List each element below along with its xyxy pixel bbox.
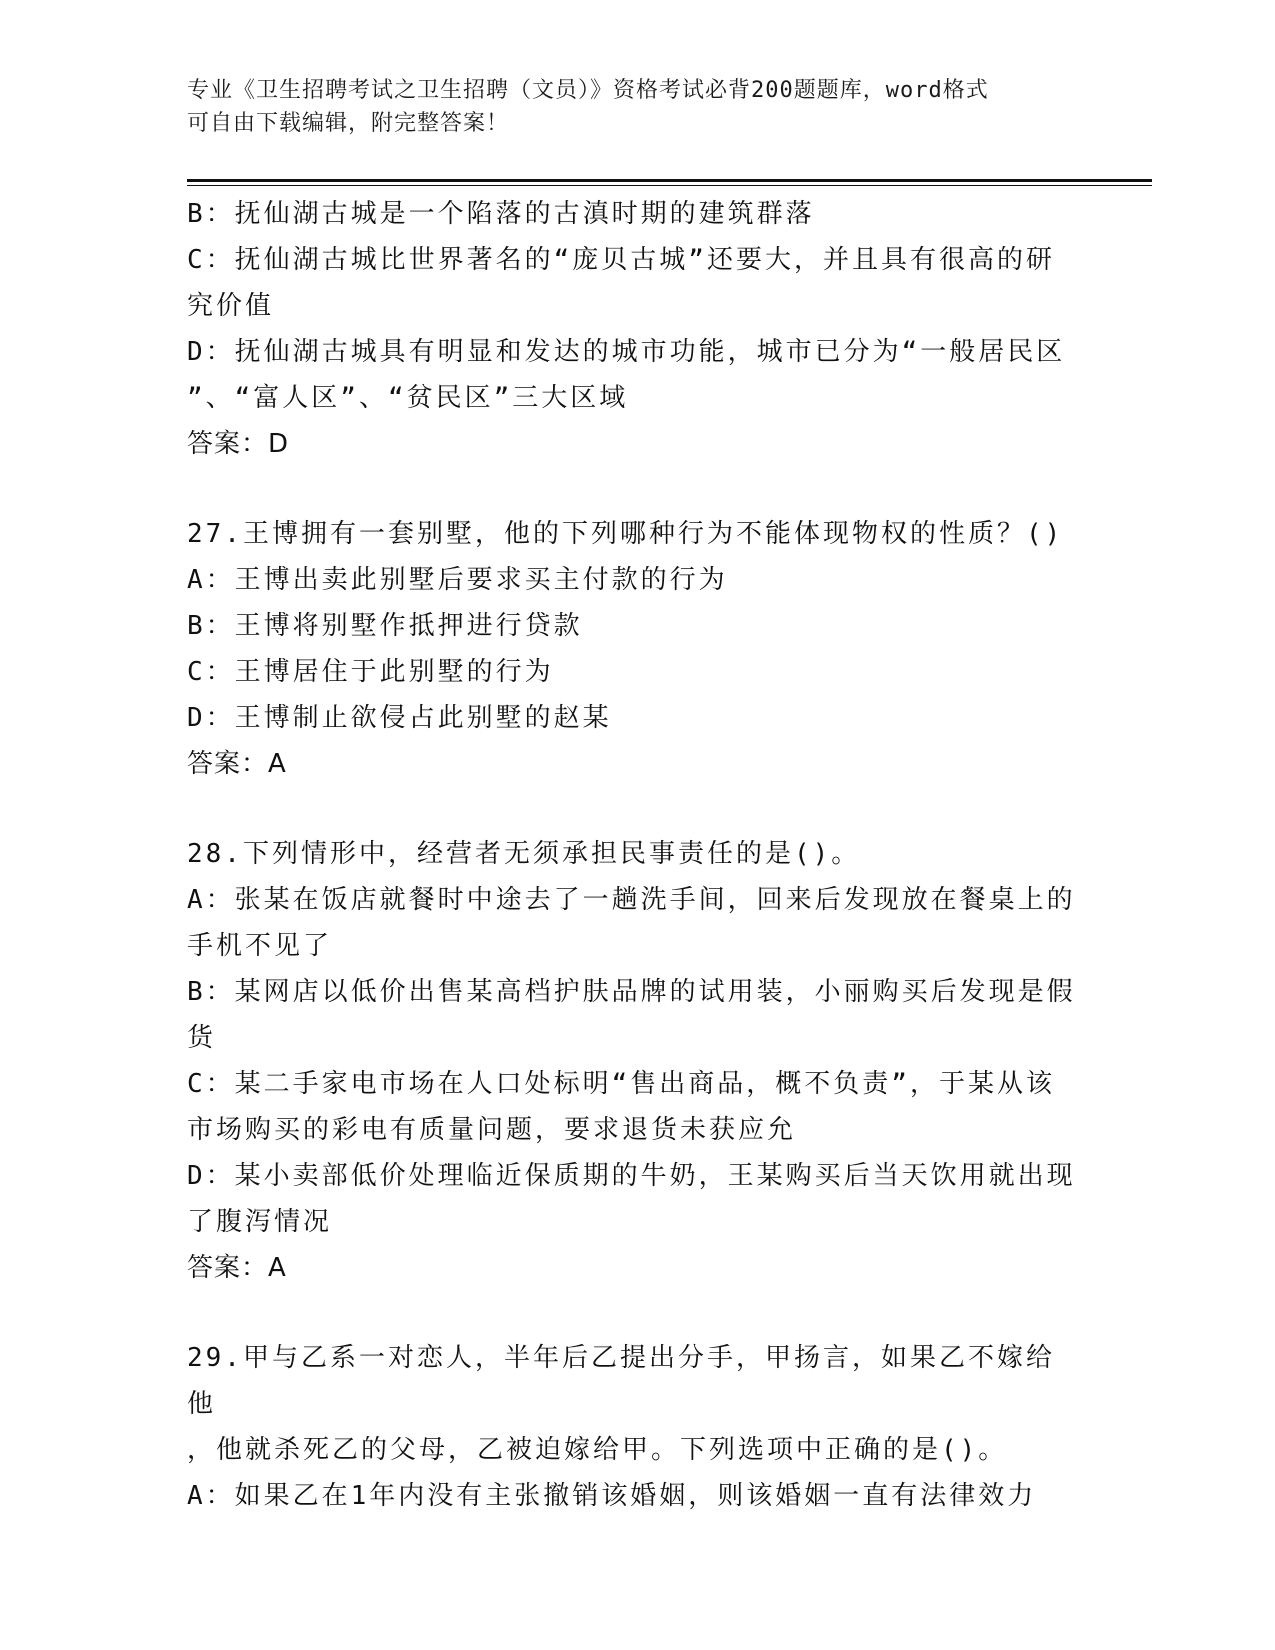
option-d-q28: D：某小卖部低价处理临近保质期的牛奶，王某购买后当天饮用就出现 (187, 1161, 1076, 1191)
spacer (187, 1291, 1077, 1335)
option-d-q26: D：抚仙湖古城具有明显和发达的城市功能，城市已分为“一般居民区 (187, 337, 1066, 367)
option-a-q29: A：如果乙在1年内没有主张撤销该婚姻，则该婚姻一直有法律效力 (187, 1481, 1037, 1511)
question-27: 27.王博拥有一套别墅，他的下列哪种行为不能体现物权的性质？() (187, 519, 1064, 549)
option-c-q28-cont: 市场购买的彩电有质量问题，要求退货未获应允 (187, 1115, 797, 1145)
option-a-q27: A：王博出卖此别墅后要求买主付款的行为 (187, 565, 728, 595)
option-d-q27: D：王博制止欲侵占此别墅的赵某 (187, 703, 612, 733)
answer-q27: 答案：A (187, 749, 287, 779)
header-rule-thin (187, 185, 1152, 186)
option-b-q27: B：王博将别墅作抵押进行贷款 (187, 611, 583, 641)
option-c-q26: C：抚仙湖古城比世界著名的“庞贝古城”还要大，并且具有很高的研 (187, 245, 1055, 275)
question-29-cont: ，他就杀死乙的父母，乙被迫嫁给甲。下列选项中正确的是()。 (187, 1435, 1008, 1465)
header-rule-thick (187, 179, 1152, 182)
question-28: 28.下列情形中，经营者无须承担民事责任的是()。 (187, 839, 861, 869)
option-b-q28-cont: 货 (187, 1023, 217, 1053)
question-29: 29.甲与乙系一对恋人，半年后乙提出分手，甲扬言，如果乙不嫁给他 (187, 1343, 1055, 1419)
option-a-q28: A：张某在饭店就餐时中途去了一趟洗手间，回来后发现放在餐桌上的 (187, 885, 1076, 915)
option-c-q27: C：王博居住于此别墅的行为 (187, 657, 554, 687)
option-b-q26: B：抚仙湖古城是一个陷落的古滇时期的建筑群落 (187, 199, 815, 229)
answer-q26: 答案：D (187, 429, 290, 459)
header-line-1: 专业《卫生招聘考试之卫生招聘（文员）》资格考试必背200题题库，word格式 (187, 78, 989, 103)
option-c-q28: C：某二手家电市场在人口处标明“售出商品，概不负责”，于某从该 (187, 1069, 1055, 1099)
option-c-q26-cont: 究价值 (187, 291, 275, 321)
option-d-q28-cont: 了腹泻情况 (187, 1207, 333, 1237)
spacer (187, 787, 1077, 831)
answer-q28: 答案：A (187, 1253, 287, 1283)
option-a-q28-cont: 手机不见了 (187, 931, 333, 961)
document-header (187, 74, 1087, 140)
question-content (187, 191, 1077, 1519)
option-d-q26-cont: ”、“富人区”、“贫民区”三大区域 (187, 383, 629, 413)
header-line-2: 可自由下载编辑，附完整答案！ (187, 111, 510, 136)
option-b-q28: B：某网店以低价出售某高档护肤品牌的试用装，小丽购买后发现是假 (187, 977, 1076, 1007)
spacer (187, 467, 1077, 511)
